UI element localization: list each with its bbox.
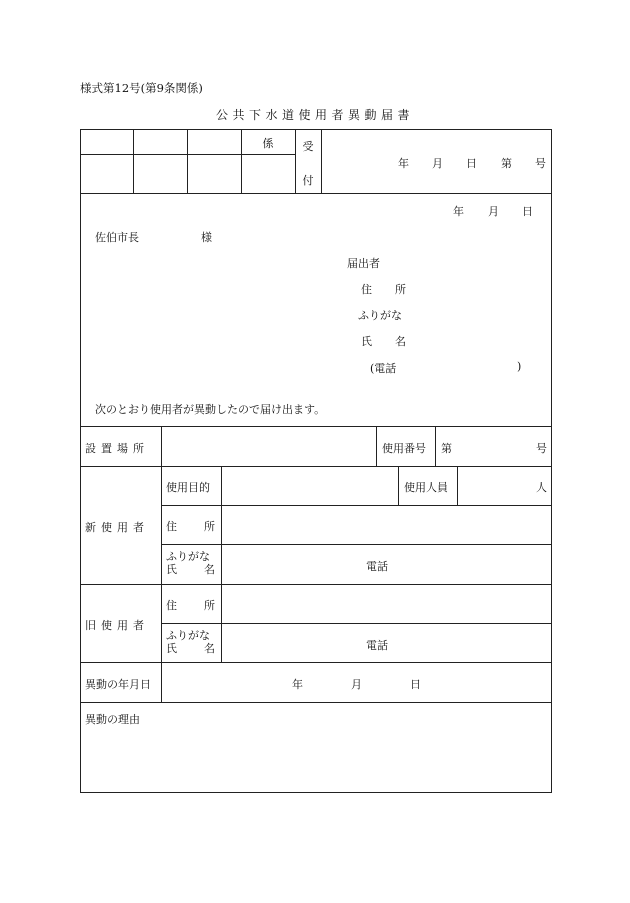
new-user-label: 新使用者 [85,521,149,534]
applicant-name-label-1: 氏 [361,335,372,348]
change-date-label: 異動の年月日 [85,678,151,691]
honorific: 様 [201,231,212,244]
users-count-label: 使用人員 [404,481,448,494]
new-address-label-1: 住 [166,520,177,533]
location-label: 設置場所 [85,442,149,455]
usage-number-dai: 第 [441,442,452,455]
change-reason-label: 異動の理由 [85,713,140,726]
change-date-year: 年 [292,678,303,691]
old-furigana-label: ふりがな [166,629,210,642]
letter-date-day: 日 [522,205,533,218]
old-name-label-1: 氏 [166,642,177,655]
new-name-label-2: 名 [204,563,215,576]
applicant-furigana-label: ふりがな [358,309,402,322]
addressee: 佐伯市長 [95,231,139,244]
usage-number-label: 使用番号 [382,442,426,455]
change-date-day: 日 [410,678,421,691]
receipt-year: 年 [398,157,409,170]
purpose-label: 使用目的 [166,481,210,494]
old-address-label-2: 所 [204,599,215,612]
receipt-go: 号 [535,157,546,170]
letter-date-year: 年 [453,205,464,218]
receipt-day: 日 [466,157,477,170]
uketsuke-label-top: 受 [302,140,314,153]
receipt-month: 月 [432,157,443,170]
usage-number-go: 号 [536,442,547,455]
new-furigana-label: ふりがな [166,550,210,563]
applicant-name-label-2: 名 [395,335,406,348]
change-date-month: 月 [351,678,362,691]
statement-text: 次のとおり使用者が異動したので届け出ます。 [95,403,326,416]
new-phone-label: 電話 [366,560,388,573]
receipt-dai: 第 [501,157,512,170]
new-name-label-1: 氏 [166,563,177,576]
old-user-label: 旧使用者 [85,619,149,632]
users-count-unit: 人 [536,481,547,494]
applicant-label: 届出者 [347,257,380,270]
new-address-label-2: 所 [204,520,215,533]
old-phone-label: 電話 [366,639,388,652]
letter-date-month: 月 [488,205,499,218]
uketsuke-label-bottom: 付 [302,174,314,187]
applicant-address-label-2: 所 [395,283,406,296]
form-number: 様式第12号(第9条関係) [80,81,203,95]
page-title: 公共下水道使用者異動届書 [215,108,414,122]
applicant-address-label-1: 住 [361,283,372,296]
applicant-phone-open: (電話 [370,362,397,375]
applicant-phone-close: ) [517,360,522,373]
old-address-label-1: 住 [166,599,177,612]
old-name-label-2: 名 [204,642,215,655]
kakari-label: 係 [262,137,274,150]
